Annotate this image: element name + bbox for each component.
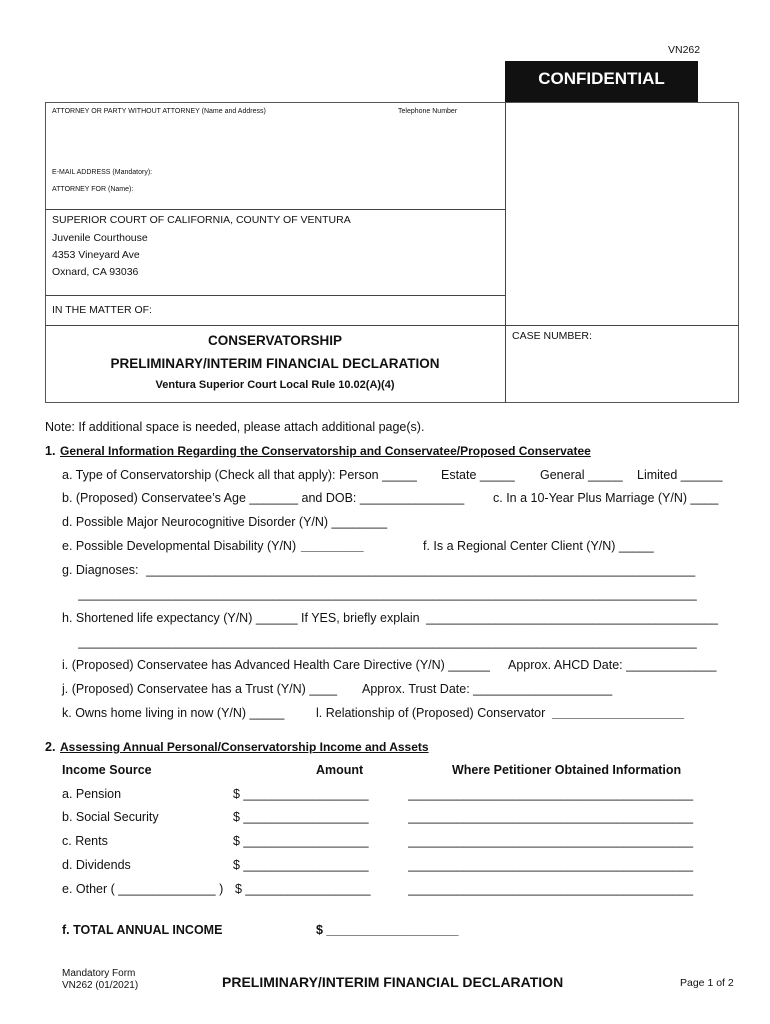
item-i-ahcd-date[interactable]: Approx. AHCD Date: _____________ — [508, 658, 717, 672]
total-income-label: f. TOTAL ANNUAL INCOME — [62, 923, 223, 937]
telephone-label: Telephone Number — [398, 108, 458, 115]
item-e-blank[interactable]: _________ — [301, 539, 364, 553]
matter-divider — [45, 325, 739, 326]
item-h-life-expectancy: h. Shortened life expectancy (Y/N) ______ If YES, briefly explain — [62, 611, 420, 625]
item-l-blank[interactable]: ___________________ — [552, 706, 685, 720]
item-c-marriage[interactable]: c. In a 10-Year Plus Marriage (Y/N) ____ — [493, 491, 719, 505]
section1-number: 1. — [45, 444, 56, 458]
item-k-owns-home[interactable]: k. Owns home living in now (Y/N) _____ — [62, 706, 285, 720]
item-h-blank-2[interactable]: _________________________________________________________________________________________ — [78, 635, 697, 649]
form-id: VN262 — [668, 44, 701, 56]
col-income-source: Income Source — [62, 763, 152, 777]
court-city: Oxnard, CA 93036 — [52, 266, 139, 278]
income-row-where[interactable]: _________________________________________ — [408, 787, 694, 801]
local-rule: Ventura Superior Court Local Rule 10.02(A)(4) — [155, 379, 395, 391]
footer-form-rev: VN262 (01/2021) — [62, 980, 139, 991]
income-row-amount[interactable]: $ __________________ — [233, 787, 369, 801]
attorney-label: ATTORNEY OR PARTY WITHOUT ATTORNEY (Name and Address) — [52, 108, 266, 115]
income-row-where[interactable]: _________________________________________ — [408, 834, 694, 848]
item-a-general[interactable]: General _____ — [540, 468, 623, 482]
item-l-relationship: l. Relationship of (Proposed) Conservator — [316, 706, 546, 720]
income-row-amount[interactable]: $ __________________ — [233, 858, 369, 872]
total-income-amount[interactable]: $ ___________________ — [316, 923, 459, 937]
item-g-blank-1[interactable]: _______________________________________________________________________________ — [146, 563, 696, 577]
section2-number: 2. — [45, 740, 56, 754]
income-row-amount[interactable]: $ __________________ — [235, 882, 371, 896]
court-building: Juvenile Courthouse — [52, 232, 148, 244]
footer-mandatory: Mandatory Form — [62, 968, 136, 979]
income-row-where[interactable]: _________________________________________ — [408, 882, 694, 896]
court-name: SUPERIOR COURT OF CALIFORNIA, COUNTY OF VENTURA — [52, 214, 351, 226]
item-h-blank-1[interactable]: __________________________________________ — [426, 611, 718, 625]
section1-heading: General Information Regarding the Conservatorship and Conservatee/Proposed Conservatee — [60, 444, 591, 458]
income-row-label-other[interactable]: e. Other ( ______________ ) — [62, 882, 224, 896]
col-where-obtained: Where Petitioner Obtained Information — [452, 763, 682, 777]
income-row-label: a. Pension — [62, 787, 122, 801]
note-text: Note: If additional space is needed, please attach additional page(s). — [45, 420, 425, 434]
income-row-amount[interactable]: $ __________________ — [233, 810, 369, 824]
form-title-1: CONSERVATORSHIP — [207, 333, 343, 348]
item-e-developmental: e. Possible Developmental Disability (Y/N) — [62, 539, 297, 553]
income-row-label: b. Social Security — [62, 810, 159, 824]
item-g-diagnoses: g. Diagnoses: — [62, 563, 139, 577]
item-j-trust-date[interactable]: Approx. Trust Date: ____________________ — [362, 682, 613, 696]
item-a-type[interactable]: a. Type of Conservatorship (Check all that apply): Person _____ — [62, 468, 417, 482]
item-a-estate[interactable]: Estate _____ — [441, 468, 515, 482]
income-row-label: d. Dividends — [62, 858, 131, 872]
confidential-banner: CONFIDENTIAL — [505, 61, 698, 103]
item-b-age-dob[interactable]: b. (Proposed) Conservatee’s Age _______ and DOB: _______________ — [62, 491, 465, 505]
item-j-trust[interactable]: j. (Proposed) Conservatee has a Trust (Y/N) ____ — [62, 682, 338, 696]
header-divider — [505, 102, 506, 403]
item-d-neurocognitive[interactable]: d. Possible Major Neurocognitive Disorder (Y/N) ________ — [62, 515, 388, 529]
matter-label: IN THE MATTER OF: — [52, 304, 152, 316]
case-number-label: CASE NUMBER: — [512, 330, 592, 342]
footer-page-number: Page 1 of 2 — [680, 977, 734, 989]
attorney-for-label: ATTORNEY FOR (Name): — [52, 186, 134, 193]
item-a-limited[interactable]: Limited ______ — [637, 468, 723, 482]
email-label: E-MAIL ADDRESS (Mandatory): — [52, 169, 153, 176]
income-row-amount[interactable]: $ __________________ — [233, 834, 369, 848]
item-f-regional-center[interactable]: f. Is a Regional Center Client (Y/N) _____ — [423, 539, 654, 553]
footer-title: PRELIMINARY/INTERIM FINANCIAL DECLARATION — [222, 974, 564, 990]
item-g-blank-2[interactable]: _________________________________________________________________________________________ — [78, 587, 697, 601]
attorney-divider — [45, 209, 505, 210]
col-amount: Amount — [316, 763, 364, 777]
item-i-ahcd[interactable]: i. (Proposed) Conservatee has Advanced Health Care Directive (Y/N) ______ — [62, 658, 490, 672]
income-row-where[interactable]: _________________________________________ — [408, 810, 694, 824]
section2-heading: Assessing Annual Personal/Conservatorship Income and Assets — [60, 740, 429, 754]
income-row-where[interactable]: _________________________________________ — [408, 858, 694, 872]
form-title-2: PRELIMINARY/INTERIM FINANCIAL DECLARATION — [110, 356, 440, 371]
income-row-label: c. Rents — [62, 834, 108, 848]
court-street: 4353 Vineyard Ave — [52, 249, 140, 261]
court-divider — [45, 295, 505, 296]
